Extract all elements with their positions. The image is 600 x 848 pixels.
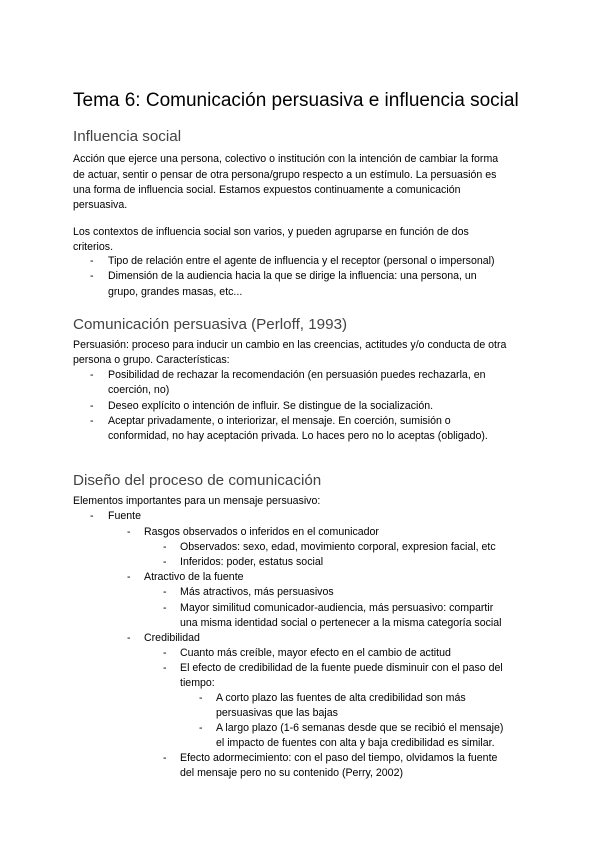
list-item-text: Atractivo de la fuente	[144, 571, 244, 583]
heading-comunicacion-persuasiva: Comunicación persuasiva (Perloff, 1993)	[73, 316, 348, 333]
list-item-text: Credibilidad	[144, 632, 200, 644]
bullet-dash: -	[163, 586, 167, 598]
text-line: persuasiva.	[73, 199, 128, 211]
list-item-text: Tipo de relación entre el agente de influencia y el receptor (personal o impersonal)	[108, 255, 495, 267]
bullet-dash: -	[90, 270, 94, 282]
list-item-text: Rasgos observados o inferidos en el comunicador	[144, 526, 379, 538]
list-item-text: Deseo explícito o intención de influir. Se distingue de la socialización.	[108, 400, 434, 412]
list-item-text: Efecto adormecimiento: con el paso del tiempo, olvidamos la fuente	[180, 752, 498, 764]
bullet-dash: -	[90, 255, 94, 267]
bullet-dash: -	[163, 662, 167, 674]
list-item-text: coerción, no)	[108, 384, 170, 396]
list-item-text: el impacto de fuentes con alta y baja credibilidad es similar.	[216, 737, 495, 749]
bullet-dash: -	[90, 415, 94, 427]
heading-diseno-proceso: Diseño del proceso de comunicación	[73, 472, 322, 489]
list-item-text: Inferidos: poder, estatus social	[180, 556, 324, 568]
bullet-dash: -	[163, 541, 167, 553]
list-item-text: conformidad, no hay aceptación privada. Lo haces pero no lo aceptas (obligado).	[108, 430, 488, 442]
bullet-dash: -	[127, 526, 131, 538]
heading-influencia-social: Influencia social	[73, 128, 182, 145]
list-item-text: El efecto de credibilidad de la fuente puede disminuir con el paso del	[180, 662, 503, 674]
text-line: una forma de influencia social. Estamos expuestos continuamente a comunicación	[73, 184, 461, 196]
bullet-dash: -	[163, 602, 167, 614]
text-line: Acción que ejerce una persona, colectivo o institución con la intención de cambiar la forma	[73, 153, 499, 165]
list-item-text: una misma identidad social o pertenecer a la misma categoría social	[180, 617, 502, 629]
bullet-dash: -	[127, 632, 131, 644]
bullet-dash: -	[127, 571, 131, 583]
list-item-text: del mensaje pero no su contenido (Perry, 2002)	[180, 767, 403, 779]
list-item-text: Mayor similitud comunicador-audiencia, más persuasivo: compartir	[180, 602, 494, 614]
paragraph-elementos-intro: Elementos importantes para un mensaje persuasivo:	[73, 495, 321, 507]
bullet-dash: -	[90, 400, 94, 412]
list-item-text: Observados: sexo, edad, movimiento corporal, expresion facial, etc	[180, 541, 496, 553]
list-item-text: tiempo:	[180, 677, 215, 689]
list-item-text: Más atractivos, más persuasivos	[180, 586, 334, 598]
bullet-dash: -	[163, 647, 167, 659]
bullet-dash: -	[199, 722, 203, 734]
list-item-text: grupo, grandes masas, etc...	[108, 286, 243, 298]
bullet-dash: -	[163, 752, 167, 764]
bullet-dash: -	[90, 369, 94, 381]
list-item-text: Aceptar privadamente, o interiorizar, el mensaje. En coerción, sumisión o	[108, 415, 451, 427]
list-item-text: A corto plazo las fuentes de alta credibilidad son más	[216, 692, 466, 704]
text-line: Persuasión: proceso para inducir un cambio en las creencias, actitudes y/o conducta de otra	[73, 339, 507, 351]
bullet-dash: -	[199, 692, 203, 704]
list-item-text: Cuanto más creíble, mayor efecto en el cambio de actitud	[180, 647, 451, 659]
text-line: persona o grupo. Características:	[73, 354, 230, 366]
bullet-dash: -	[163, 556, 167, 568]
bullet-dash: -	[90, 510, 94, 522]
list-item-text: Dimensión de la audiencia hacia la que se dirige la influencia: una persona, un	[108, 270, 477, 282]
page-title: Tema 6: Comunicación persuasiva e influencia social	[73, 90, 519, 111]
list-item-text: persuasivas que las bajas	[216, 707, 338, 719]
list-item-text: A largo plazo (1-6 semanas desde que se recibió el mensaje)	[216, 722, 504, 734]
text-line: de actuar, sentir o pensar de otra persona/grupo respecto a un estímulo. La persuasión es	[73, 169, 497, 181]
list-item-text: Fuente	[108, 510, 141, 522]
text-line: criterios.	[73, 241, 114, 253]
text-line: Los contextos de influencia social son varios, y pueden agruparse en función de dos	[73, 226, 469, 238]
list-item-text: Posibilidad de rechazar la recomendación (en persuasión puedes rechazarla, en	[108, 369, 486, 381]
